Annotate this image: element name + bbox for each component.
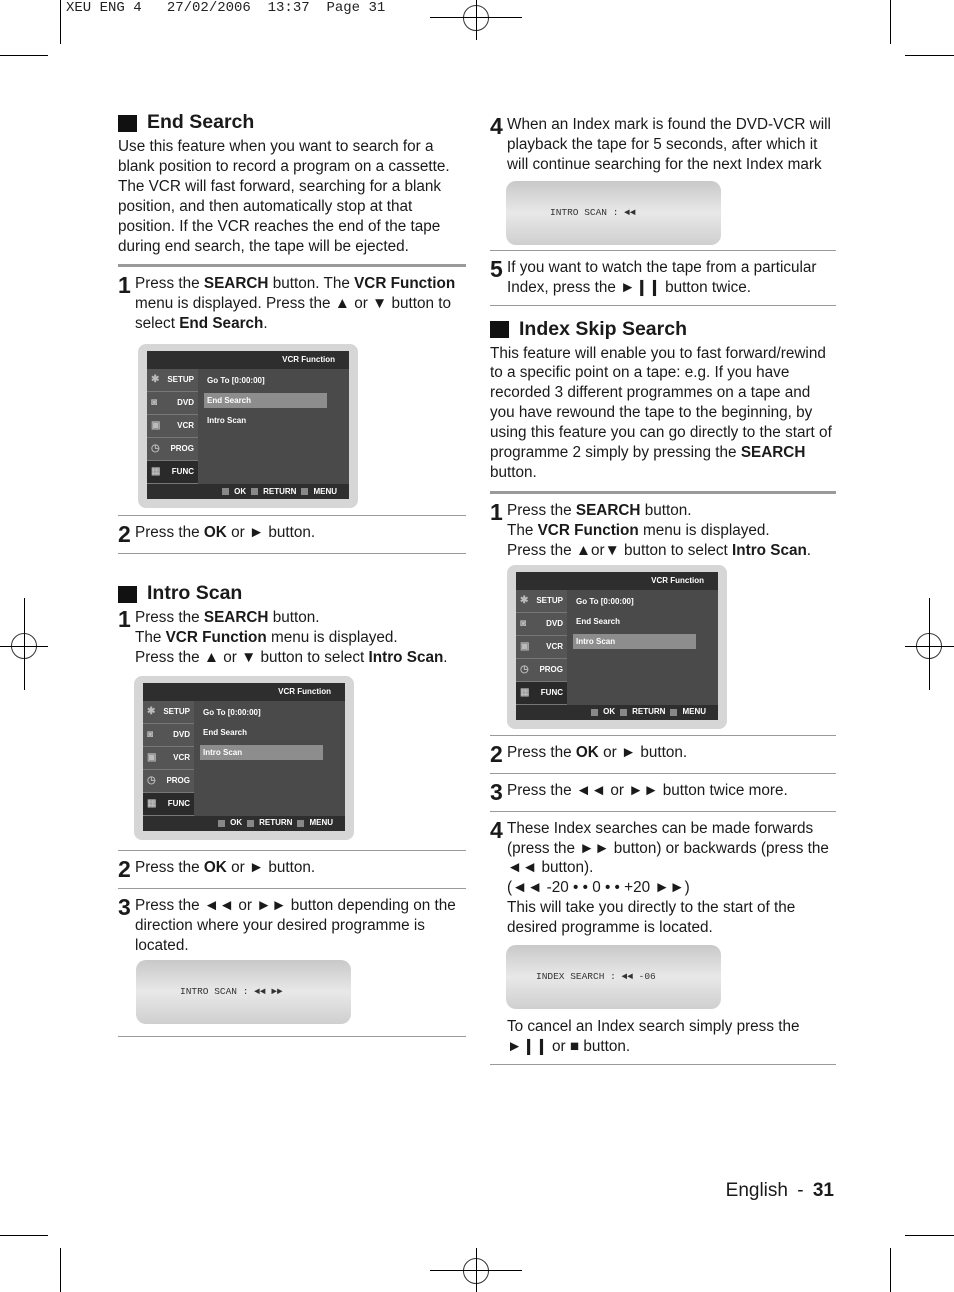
return-key-icon [620, 709, 627, 716]
osd-menu-item: ✱ SETUP [143, 701, 194, 724]
osd-menu-item: ◙ DVD [147, 392, 198, 415]
section-bullet-icon [118, 115, 137, 132]
osd-menu-item: ◙ DVD [143, 724, 194, 747]
osd-side-menu [147, 369, 198, 484]
section-title-text: Intro Scan [147, 582, 243, 605]
section-title-text: End Search [147, 111, 255, 134]
crop-mark [905, 646, 954, 647]
step-number: 4 [490, 113, 503, 139]
vcr-function-screen [507, 565, 727, 729]
step-text: Press the SEARCH button. The VCR Function menu is displayed. Press the ▲ or ▼ button to select Intro Scan. [135, 609, 448, 666]
index-skip-intro: This feature will enable you to fast forward/rewind to a specific point on a tape: e.g. If you have recorded 3 different programmes on a tape and you have rewound the tape to the beginning, by using this feature you can go directly to the start of programme 2 simply by pressing the SEARCH button. [490, 344, 832, 481]
osd-option: Go To [0:00:00] [576, 596, 634, 606]
osd-options [194, 701, 345, 816]
return-key-icon [251, 488, 258, 495]
osd-menu-item: ◷ PROG [516, 659, 567, 682]
divider [490, 1064, 836, 1065]
osd-menu-item: ◙ DVD [516, 613, 567, 636]
step-text: Press the SEARCH button. The VCR Function menu is displayed. Press the ▲ or ▼ button to select End Search. [135, 275, 456, 333]
end-search-intro: Use this feature when you want to search for a blank position to record a program on a cassette. The VCR will fast forward, searching for a blank position, and then automatically stop at that position. If the VCR reaches the end of the tape during end search, the tape will be ejected. [118, 138, 450, 255]
osd-option: Intro Scan [207, 416, 247, 426]
grid-icon: ▦ [520, 686, 530, 698]
section-bullet-icon [118, 586, 137, 603]
step-text: These Index searches can be made forwards (press the ►► button) or backwards (press the ◄◄ button). (◄◄ -20 • • 0 • • +20 ►►) This will take you directly to the start of the desired programme is located. [507, 819, 829, 937]
osd-menu [147, 351, 349, 499]
vcr-function-screen [134, 676, 354, 840]
osd-option: End Search [203, 727, 248, 737]
intro-scan-step-3 [118, 889, 466, 956]
end-search-step-1 [118, 267, 466, 334]
disc-icon: ◙ [520, 617, 527, 629]
osd-menu-item: ◷ PROG [143, 770, 194, 793]
osd-side-menu [143, 701, 194, 816]
section-title-end-search [118, 111, 466, 135]
osd-menu-item: ✱ SETUP [147, 369, 198, 392]
crop-mark [0, 646, 48, 647]
step-number: 5 [490, 255, 503, 282]
tape-icon: ▣ [147, 751, 157, 763]
osd-menu-item: ✱ SETUP [516, 590, 567, 613]
osd-title: VCR Function [516, 572, 718, 590]
footer-language: English [725, 1180, 788, 1201]
step-number: 1 [490, 498, 503, 525]
lcd-display: INDEX SEARCH : ◄◄ -06 [506, 945, 721, 1009]
step-text: Press the OK or ► button. [507, 743, 688, 761]
clock-icon: ◷ [520, 663, 529, 675]
intro-scan-step-1 [118, 608, 466, 668]
return-key-icon [247, 820, 254, 827]
step-number: 1 [118, 272, 131, 299]
cancel-note: To cancel an Index search simply press the ►❙❙ or ■ button. [507, 1018, 800, 1055]
step-number: 3 [490, 778, 503, 805]
crop-mark [430, 17, 522, 18]
crop-mark [905, 1235, 954, 1236]
vcr-function-screen [138, 344, 358, 508]
osd-option-selected: Intro Scan [573, 634, 696, 649]
osd-bottom-bar: OK RETURN MENU [147, 484, 349, 499]
step-text: If you want to watch the tape from a particular Index, press the ►❙❙ button twice. [507, 258, 817, 296]
gear-icon: ✱ [147, 705, 156, 717]
crop-mark [929, 598, 930, 690]
crop-mark [905, 55, 954, 56]
crop-mark [430, 1270, 522, 1271]
section-title-index-skip [490, 318, 836, 342]
osd-title: VCR Function [143, 683, 345, 701]
disc-icon: ◙ [151, 397, 158, 409]
print-header: XEU ENG 4 27/02/2006 13:37 Page 31 [66, 0, 386, 16]
osd-menu-item: ◷ PROG [147, 438, 198, 461]
index-skip-step-4 [490, 812, 836, 938]
index-skip-step-3 [490, 774, 836, 811]
osd-bottom-bar: OK RETURN MENU [516, 705, 718, 720]
step-text: Press the SEARCH button. The VCR Function menu is displayed. Press the ▲or▼ button to select Intro Scan. [507, 501, 812, 559]
crop-mark [890, 1248, 891, 1292]
step-text: Press the ◄◄ or ►► button depending on the direction where your desired programme is located. [135, 896, 456, 954]
osd-menu-item: ▣ VCR [147, 415, 198, 438]
osd-option: Go To [0:00:00] [207, 376, 265, 386]
step-text: Press the ◄◄ or ►► button twice more. [507, 781, 788, 799]
osd-menu [516, 572, 718, 720]
lcd-display: INTRO SCAN : ◄◄ [506, 181, 721, 245]
osd-menu-item: ▣ VCR [143, 747, 194, 770]
tape-icon: ▣ [520, 640, 530, 652]
menu-key-icon [301, 488, 308, 495]
gear-icon: ✱ [520, 594, 529, 606]
gear-icon: ✱ [151, 374, 160, 386]
step-number: 2 [490, 740, 503, 767]
step-number: 3 [118, 893, 131, 920]
menu-key-icon [670, 709, 677, 716]
section-title-intro-scan [118, 582, 466, 606]
section-title-text: Index Skip Search [519, 317, 687, 340]
osd-options [567, 590, 718, 705]
divider [490, 305, 836, 306]
lcd-display: INTRO SCAN : ◄◄ ►► [136, 960, 351, 1024]
osd-side-menu [516, 590, 567, 705]
grid-icon: ▦ [151, 466, 161, 478]
crop-mark [60, 1248, 61, 1292]
page-footer [726, 1180, 834, 1202]
crop-mark [0, 55, 48, 56]
ok-key-icon [222, 488, 229, 495]
step-text: Press the OK or ► button. [135, 524, 316, 542]
intro-scan-step-2 [118, 851, 466, 888]
intro-scan-step-4 [490, 111, 836, 175]
osd-menu-item: ▦ FUNC [147, 461, 198, 484]
crop-mark [890, 0, 891, 44]
crop-mark [60, 0, 61, 44]
step-text: When an Index mark is found the DVD-VCR will playback the tape for 5 seconds, after which it will continue searching for the next Index mark [507, 116, 831, 173]
disc-icon: ◙ [147, 728, 154, 740]
osd-option-selected: Intro Scan [200, 745, 323, 760]
menu-key-icon [297, 820, 304, 827]
osd-menu-item: ▦ FUNC [516, 682, 567, 705]
osd-bottom-bar: OK RETURN MENU [143, 816, 345, 831]
index-skip-step-1 [490, 494, 836, 561]
osd-option-selected: End Search [204, 393, 327, 408]
footer-dash: - [797, 1180, 804, 1201]
osd-options [198, 369, 349, 484]
page-number: 31 [812, 1180, 834, 1201]
osd-title: VCR Function [147, 351, 349, 369]
divider [118, 1036, 466, 1037]
step-text: Press the OK or ► button. [135, 858, 316, 876]
crop-mark [476, 0, 477, 40]
right-column [490, 111, 836, 1065]
clock-icon: ◷ [151, 443, 160, 455]
osd-menu-item: ▦ FUNC [143, 793, 194, 816]
left-column [118, 111, 466, 1037]
osd-option: Go To [0:00:00] [203, 707, 261, 717]
section-bullet-icon [490, 321, 509, 338]
intro-scan-step-5 [490, 251, 836, 305]
step-number: 2 [118, 855, 131, 882]
step-number: 4 [490, 816, 503, 843]
ok-key-icon [218, 820, 225, 827]
clock-icon: ◷ [147, 774, 156, 786]
ok-key-icon [591, 709, 598, 716]
crop-mark [24, 598, 25, 690]
step-number: 1 [118, 606, 131, 633]
osd-option: End Search [576, 616, 621, 626]
tape-icon: ▣ [151, 420, 161, 432]
osd-menu-item: ▣ VCR [516, 636, 567, 659]
crop-mark [0, 1235, 48, 1236]
end-search-step-2 [118, 516, 466, 553]
index-skip-step-2 [490, 736, 836, 773]
step-number: 2 [118, 521, 131, 548]
osd-menu [143, 683, 345, 831]
grid-icon: ▦ [147, 797, 157, 809]
divider [118, 553, 466, 554]
